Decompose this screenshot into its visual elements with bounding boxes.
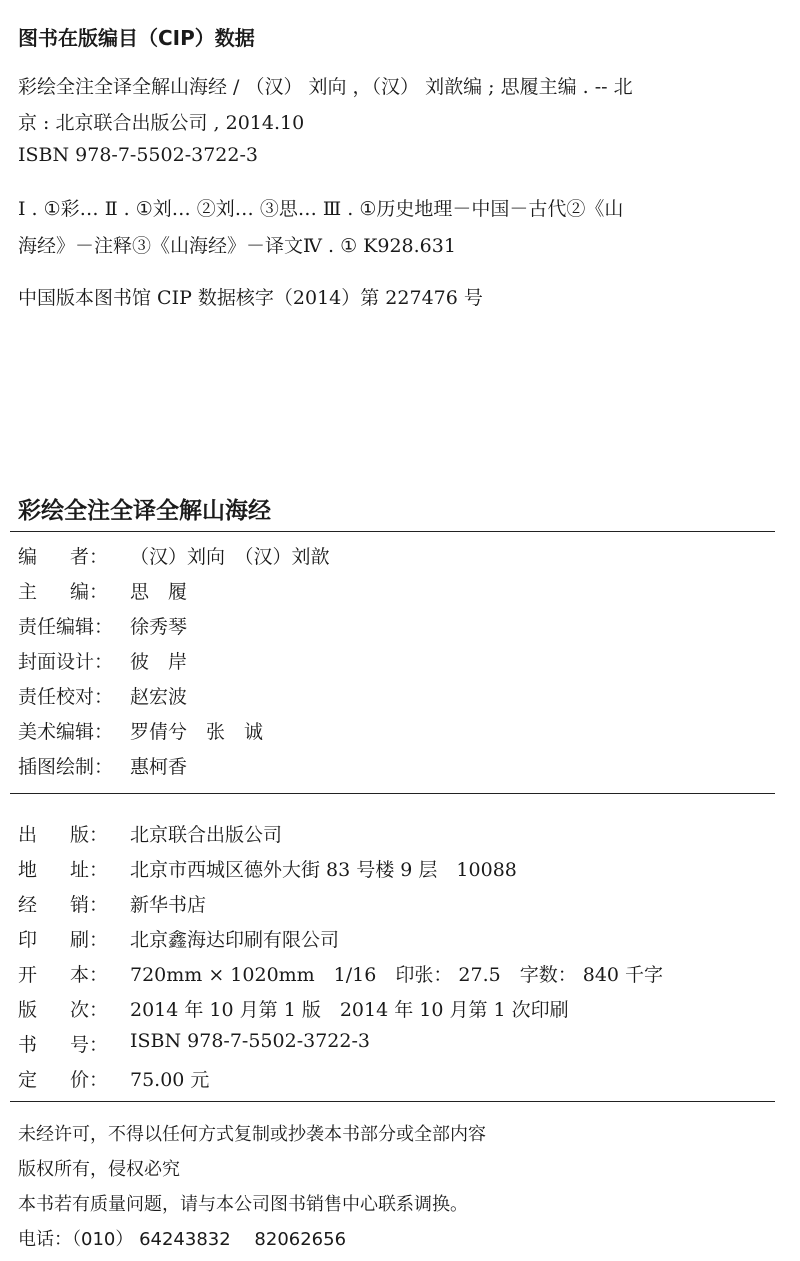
cip-record-line-1: 彩绘全注全译全解山海经 / （汉） 刘向 ，（汉） 刘歆编 ; 思履主编 . -- 北 [18,76,633,98]
credit-label: 插图绘制： [18,756,114,778]
publication-value: 北京鑫海达印刷有限公司 [130,929,340,951]
cip-record-line-2: 京 : 北京联合出版公司 , 2014.10 [18,112,305,134]
cip-subject-line-2: 海经》－注释③《山海经》－译文Ⅳ . ① K928.631 [18,235,456,257]
credit-label: 美术编辑： [18,721,114,743]
publication-value: 720mm × 1020mm 1/16 印张： 27.5 字数： 840 千字 [130,964,664,986]
publication-label: 出 版： [18,824,108,846]
credit-value: 罗倩兮 张 诚 [130,721,264,743]
cip-library-line: 中国版本图书馆 CIP 数据核字（2014）第 227476 号 [18,287,483,309]
publication-value: 2014 年 10 月第 1 版 2014 年 10 月第 1 次印刷 [130,999,569,1021]
publication-label: 版 次： [18,999,108,1021]
credit-label: 编 者： [18,546,108,568]
credit-row [18,612,187,639]
credit-value: 徐秀琴 [130,616,188,638]
credit-label: 责任校对： [18,686,114,708]
publication-value: ISBN 978-7-5502-3722-3 [130,1030,370,1052]
divider-middle [10,793,775,794]
publication-row [18,890,206,917]
publication-row [18,925,339,952]
publication-row [18,1065,209,1092]
publication-label: 定 价： [18,1069,108,1091]
publication-value: 新华书店 [130,894,207,916]
publication-value: 75.00 元 [130,1069,210,1091]
publication-row [18,855,517,882]
publication-value: 北京市西城区德外大街 83 号楼 9 层 10088 [130,859,517,881]
credit-value: （汉）刘向 （汉）刘歆 [130,546,330,568]
publication-label: 开 本： [18,964,108,986]
credit-value: 赵宏波 [130,686,188,708]
credit-label: 封面设计： [18,651,114,673]
publication-label: 地 址： [18,859,108,881]
credit-row [18,577,187,604]
publication-label: 经 销： [18,894,108,916]
rights-notice: 版权所有，侵权必究 [18,1159,180,1180]
cip-heading: 图书在版编目（CIP）数据 [18,26,255,50]
credit-label: 责任编辑： [18,616,114,638]
publication-label: 印 刷： [18,929,108,951]
credit-value: 彼 岸 [130,651,188,673]
divider-bottom [10,1101,775,1102]
credit-row [18,682,187,709]
divider-top [10,531,775,532]
credit-row [18,752,187,779]
credit-row [18,542,330,569]
book-title: 彩绘全注全译全解山海经 [18,498,271,524]
cip-subject-line-1: Ⅰ . ①彩… Ⅱ . ①刘… ②刘… ③思… Ⅲ . ①历史地理－中国－古代②《山 [18,198,624,220]
publication-row [18,820,282,847]
publication-value: 北京联合出版公司 [130,824,283,846]
quality-notice: 本书若有质量问题，请与本公司图书销售中心联系调换。 [18,1194,468,1215]
cip-isbn-line: ISBN 978-7-5502-3722-3 [18,144,258,166]
publication-row [18,960,663,987]
credit-row [18,647,187,674]
copy-notice: 未经许可，不得以任何方式复制或抄袭本书部分或全部内容 [18,1124,486,1145]
publication-row [18,1030,370,1057]
credit-value: 思 履 [130,581,188,603]
credit-label: 主 编： [18,581,108,603]
credit-value: 惠柯香 [130,756,188,778]
publication-label: 书 号： [18,1034,108,1056]
credit-row [18,717,263,744]
publication-row [18,995,569,1022]
phone-line: 电话：（010） 64243832 82062656 [18,1229,347,1250]
